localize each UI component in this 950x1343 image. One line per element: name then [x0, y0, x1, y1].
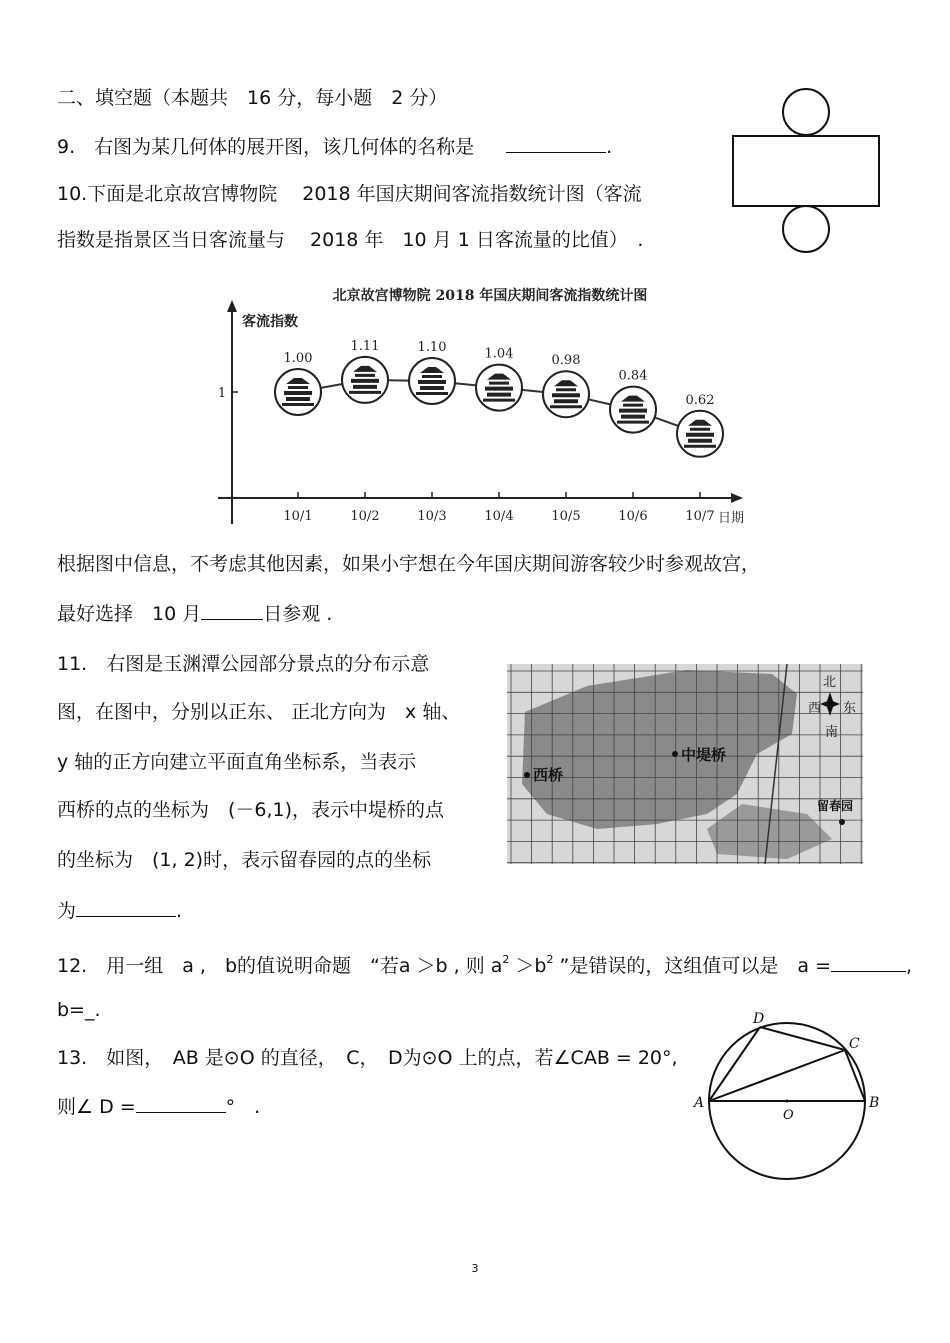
label-d: D: [753, 1011, 765, 1027]
answer-blank-11[interactable]: [76, 898, 176, 917]
segment-ad: [709, 1027, 760, 1101]
point-xiqiao: [524, 772, 530, 778]
x-tick-label: 10/4: [484, 509, 514, 524]
label-xiqiao: 西桥: [533, 766, 564, 784]
question-10-line-1: 10.下面是北京故宫博物院 2018 年国庆期间客流指数统计图（客流: [57, 183, 642, 205]
question-10-line-2: 指数是指景区当日客流量与 2018 年 10 月 1 日客流量的比值） .: [57, 229, 644, 251]
question-10-followup-2a: 最好选择 10 月: [57, 603, 202, 625]
chart-title: 北京故宫博物院 2018 年国庆期间客流指数统计图: [332, 288, 648, 304]
answer-blank-9[interactable]: [506, 134, 606, 153]
question-11-line-2: 图，在图中，分别以正东、 正北方向为 x 轴、: [57, 701, 461, 723]
data-label: 0.62: [685, 392, 715, 408]
data-point-temple-icon: [610, 387, 656, 433]
label-c: C: [849, 1036, 860, 1052]
question-11-line-6b: .: [176, 900, 183, 922]
question-13-line-1: 13. 如图， AB 是⊙O 的直径， C， D为⊙O 上的点，若∠CAB = 20°,: [57, 1047, 678, 1069]
point-zhongdiqiao: [672, 751, 678, 757]
data-point-temple-icon: [677, 411, 723, 457]
question-12-sup-2: 2: [546, 953, 554, 966]
park-map: [507, 664, 863, 864]
point-liuchunyuan: [839, 819, 845, 825]
question-9: [57, 134, 612, 159]
data-label: 0.84: [618, 368, 648, 384]
question-11-line-6: [57, 898, 182, 923]
question-13-line-2a: 则∠ D =: [57, 1096, 136, 1118]
question-12-text-4: ,: [906, 955, 913, 977]
answer-blank-13[interactable]: [136, 1094, 226, 1113]
question-11-line-5: 的坐标为 (1, 2)时，表示留春园的点的坐标: [57, 849, 432, 871]
segment-cb: [845, 1050, 865, 1101]
x-axis-arrow: [731, 493, 743, 503]
x-tick-label: 10/7: [685, 509, 715, 524]
question-10-followup-2: [57, 601, 332, 626]
compass-east: 东: [843, 701, 857, 716]
section-header: 二、填空题（本题共 16 分，每小题 2 分）: [57, 87, 448, 109]
label-zhongdiqiao: 中堤桥: [681, 746, 727, 764]
data-label: 1.04: [484, 346, 514, 362]
question-10-followup-2b: 日参观 .: [263, 603, 333, 625]
question-10-followup-1: 根据图中信息，不考虑其他因素，如果小宇想在今年国庆期间游客较少时参观故宫，: [57, 553, 761, 575]
question-9-end: .: [606, 136, 613, 158]
net-bottom-circle: [783, 206, 829, 252]
segment-ac: [709, 1050, 845, 1101]
data-point-temple-icon: [275, 369, 321, 415]
x-tick-label: 10/3: [417, 509, 447, 524]
net-rectangle: [733, 136, 879, 206]
data-point-temple-icon: [409, 358, 455, 404]
x-tick-label: 10/6: [618, 509, 648, 524]
question-13-line-2b: ° .: [225, 1096, 261, 1118]
question-13-line-2: [57, 1094, 260, 1119]
question-11-line-1: 11. 右图是玉渊潭公园部分景点的分布示意: [57, 653, 430, 675]
question-11-line-4: 西桥的点的坐标为 (－6,1)，表示中堤桥的点: [57, 799, 445, 821]
question-9-text: 9. 右图为某几何体的展开图，该几何体的名称是: [57, 136, 475, 158]
label-a: A: [694, 1095, 705, 1111]
question-12-text-1: 12. 用一组 a , b的值说明命题 “若a ＞b , 则 a: [57, 955, 503, 977]
data-label: 1.10: [417, 340, 447, 355]
data-label: 1.11: [350, 338, 380, 354]
question-12-sup-1: 2: [502, 953, 510, 966]
answer-blank-12a[interactable]: [831, 953, 906, 972]
label-liuchunyuan: 留春园: [817, 799, 854, 813]
compass-north: 北: [823, 675, 837, 690]
question-12-line-1: [57, 948, 912, 978]
compass-west: 西: [808, 701, 822, 716]
x-tick-label: 10/2: [350, 509, 380, 524]
data-label: 0.98: [551, 353, 581, 369]
x-axis-label: 日期: [718, 511, 745, 526]
visitor-index-chart: [200, 272, 760, 534]
cylinder-net-figure: [725, 86, 890, 258]
question-11-line-3: y 轴的正方向建立平面直角坐标系，当表示: [57, 751, 417, 773]
question-12-text-3: ”是错误的，这组值可以是 a =: [553, 955, 831, 977]
answer-blank-10[interactable]: [201, 601, 263, 620]
center-point-o: [786, 1100, 789, 1103]
circle-geometry-figure: [690, 1008, 890, 1183]
question-12-line-2: b=_.: [57, 999, 101, 1021]
net-top-circle: [783, 89, 829, 135]
question-11-line-6a: 为: [57, 900, 77, 922]
x-tick-label: 10/1: [283, 509, 313, 524]
y-axis-arrow: [227, 300, 237, 312]
x-tick-label: 10/5: [551, 509, 581, 524]
y-axis-label: 客流指数: [242, 314, 298, 330]
data-point-temple-icon: [543, 371, 589, 417]
data-point-temple-icon: [476, 365, 522, 411]
compass-south: 南: [825, 725, 839, 740]
label-o: O: [783, 1108, 794, 1123]
data-label: 1.00: [283, 351, 313, 366]
label-b: B: [869, 1095, 880, 1111]
question-12-text-2: ＞b: [509, 955, 547, 977]
data-point-temple-icon: [342, 357, 388, 403]
y-tick-label-1: 1: [217, 386, 227, 401]
page-number: 3: [471, 1262, 479, 1275]
